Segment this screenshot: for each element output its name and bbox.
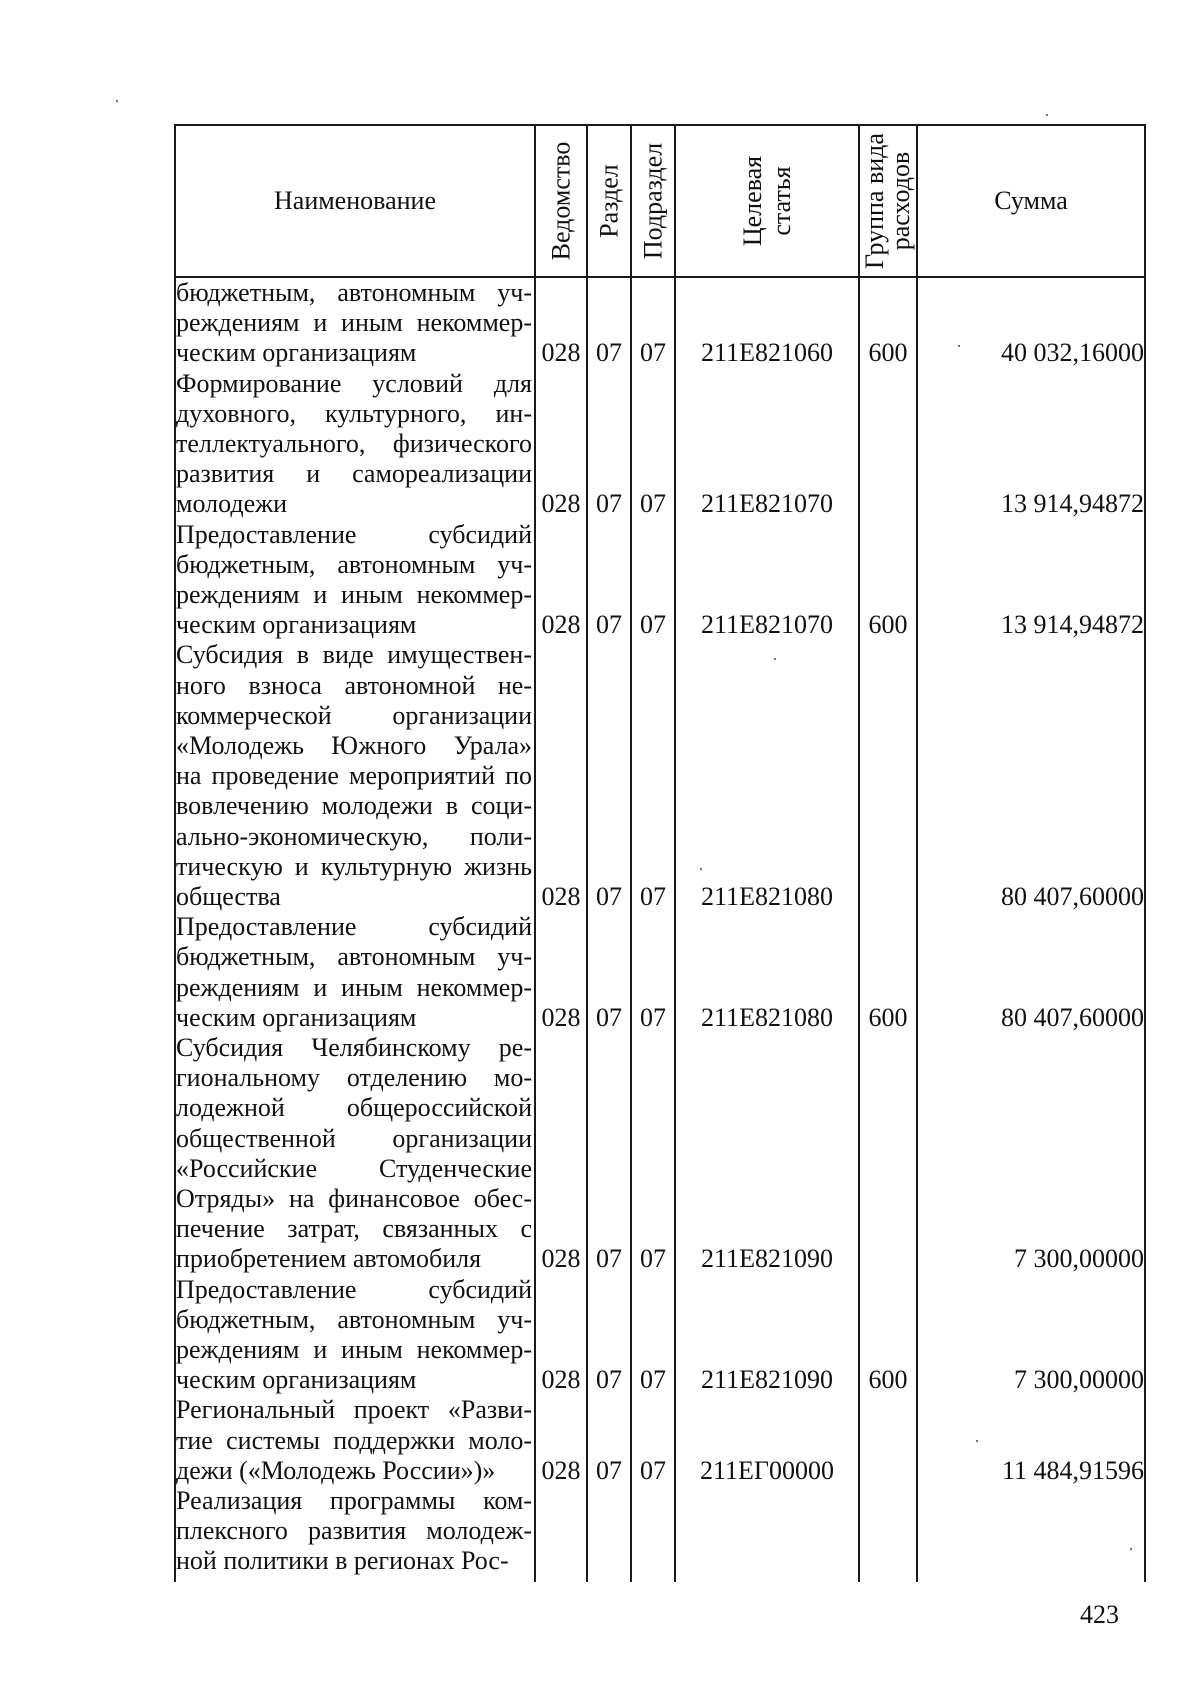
cell-vedomstvo: 028 xyxy=(541,1244,581,1274)
cell-razdel: 07 xyxy=(596,1002,622,1032)
cell-podrazdel: 07 xyxy=(640,1455,666,1485)
header-name-label: Наименование xyxy=(274,186,436,215)
cell-vedomstvo: 028 xyxy=(541,882,581,911)
row-name-line: Формирование условий для xyxy=(176,368,532,398)
row-name-line: тическую и культурную жизнь xyxy=(176,851,532,881)
cell-vedomstvo: 028 xyxy=(541,610,581,640)
cell-podrazdel: 07 xyxy=(640,489,666,519)
scan-speck xyxy=(700,868,702,870)
row-name-line: бюджетным, автономным уч- xyxy=(176,278,532,307)
header-summa-label: Сумма xyxy=(994,186,1068,215)
cell-gruppa: 600 xyxy=(868,338,908,368)
cell-summa: 80 407,60000 xyxy=(1001,882,1144,911)
scan-speck xyxy=(774,658,776,660)
cell-razdel: 07 xyxy=(596,338,622,368)
cell-vedomstvo: 028 xyxy=(541,489,581,519)
row-name-line: «Российские Студенческие xyxy=(176,1153,532,1183)
row-name-line: Предоставление субсидий xyxy=(176,1274,532,1304)
cell-summa: 7 300,00000 xyxy=(1014,1244,1144,1274)
cell-razdel: 07 xyxy=(596,1455,622,1485)
cell-celevaya: 211E821090 xyxy=(701,1244,833,1274)
cell-razdel: 07 xyxy=(596,882,622,911)
row-name xyxy=(176,1275,532,1396)
row-name-line: развития и самореализации xyxy=(176,459,532,489)
header-name xyxy=(176,126,534,276)
row-name-line: Субсидия Челябинскому ре- xyxy=(176,1033,532,1062)
row-name-line: бюджетным, автономным уч- xyxy=(176,942,532,972)
cell-celevaya: 211E821070 xyxy=(701,489,833,519)
row-name-line: ческим организациям xyxy=(176,1365,417,1395)
table-right-border xyxy=(1144,124,1146,1582)
header-gruppa xyxy=(860,126,916,276)
cell-summa: 13 914,94872 xyxy=(1001,489,1144,519)
cell-vedomstvo: 028 xyxy=(541,338,581,368)
header-celevaya-line2: статья xyxy=(767,166,796,236)
row-name xyxy=(176,640,532,912)
cell-celevaya: 211E821070 xyxy=(701,610,833,640)
cell-vedomstvo: 028 xyxy=(541,1455,581,1485)
scan-speck xyxy=(976,1440,978,1442)
row-name xyxy=(176,1395,532,1486)
row-name xyxy=(176,1033,532,1275)
row-name-line: вовлечению молодежи в соци- xyxy=(176,791,532,821)
row-name-line: реждениям и иным некоммер- xyxy=(176,1335,532,1364)
row-name-line: Субсидия в виде имуществен- xyxy=(176,640,532,670)
cell-podrazdel: 07 xyxy=(640,1244,666,1274)
header-vedomstvo xyxy=(536,126,586,276)
row-name-line: «Молодежь Южного Урала» xyxy=(176,731,532,760)
row-name xyxy=(176,369,532,520)
row-name-line: духовного, культурного, ин- xyxy=(176,398,532,428)
header-summa xyxy=(918,126,1144,276)
row-name-line: приобретением автомобиля xyxy=(176,1244,482,1274)
cell-celevaya: 211E821060 xyxy=(701,338,833,368)
row-name-line: Региональный проект «Разви- xyxy=(176,1395,532,1425)
row-name-line: печение затрат, связанных с xyxy=(176,1214,532,1244)
header-razdel xyxy=(588,126,630,276)
row-name-line: ческим организациям xyxy=(176,338,417,368)
row-name-line: ческим организациям xyxy=(176,1002,417,1032)
header-celevaya-line1: Целевая xyxy=(738,155,767,247)
header-gruppa-line1: Группа вида xyxy=(860,133,889,269)
cell-podrazdel: 07 xyxy=(640,882,666,911)
cell-summa: 7 300,00000 xyxy=(1014,1365,1144,1395)
cell-celevaya: 211EГ00000 xyxy=(700,1455,834,1485)
row-name-line: на проведение мероприятий по xyxy=(176,761,532,791)
header-celevaya xyxy=(676,126,858,276)
cell-razdel: 07 xyxy=(596,489,622,519)
row-name-line: ально-экономическую, поли- xyxy=(176,821,532,851)
header-celevaya-label xyxy=(738,156,796,246)
row-name-line: Предоставление субсидий xyxy=(176,912,532,942)
cell-gruppa: 600 xyxy=(868,1002,908,1032)
row-name-line: дежи («Молодежь России»)» xyxy=(176,1455,496,1485)
page-number: 423 xyxy=(1080,1600,1119,1629)
row-name-line: гиональному отделению мо- xyxy=(176,1063,532,1093)
cell-celevaya: 211E821080 xyxy=(701,1002,833,1032)
row-name-line: лодежной общероссийской xyxy=(176,1093,532,1123)
row-name-line: реждениям и иным некоммер- xyxy=(176,308,532,338)
cell-podrazdel: 07 xyxy=(640,338,666,368)
cell-celevaya: 211E821090 xyxy=(701,1365,833,1395)
row-name-line: бюджетным, автономным уч- xyxy=(176,549,532,579)
row-name-line: ного взноса автономной не- xyxy=(176,670,532,700)
row-name-line: бюджетным, автономным уч- xyxy=(176,1304,532,1334)
row-name xyxy=(176,912,532,1033)
cell-podrazdel: 07 xyxy=(640,1365,666,1395)
row-name-line: коммерческой организации xyxy=(176,700,532,730)
row-name-line: теллектуального, физического xyxy=(176,429,532,458)
header-podrazdel xyxy=(632,126,674,276)
row-name-line: молодежи xyxy=(176,489,287,519)
cell-summa: 40 032,16000 xyxy=(1001,338,1144,368)
cell-summa: 11 484,91596 xyxy=(1001,1455,1144,1485)
cell-razdel: 07 xyxy=(596,610,622,640)
scan-speck xyxy=(1130,1548,1132,1550)
scan-speck xyxy=(116,100,118,102)
row-name-line: реждениям и иным некоммер- xyxy=(176,580,532,609)
row-name-line: Предоставление субсидий xyxy=(176,519,532,549)
header-gruppa-line2: расходов xyxy=(886,151,915,251)
row-name-line: ческим организациям xyxy=(176,610,417,640)
row-name-line: общественной организации xyxy=(176,1123,532,1153)
cell-vedomstvo: 028 xyxy=(541,1365,581,1395)
cell-podrazdel: 07 xyxy=(640,1002,666,1032)
scan-speck xyxy=(958,345,960,347)
header-gruppa-label xyxy=(862,133,914,269)
row-name-line: Реализация программы ком- xyxy=(176,1486,532,1515)
cell-summa: 80 407,60000 xyxy=(1001,1002,1144,1032)
row-name xyxy=(176,520,532,641)
cell-razdel: 07 xyxy=(596,1365,622,1395)
cell-gruppa: 600 xyxy=(868,610,908,640)
cell-gruppa: 600 xyxy=(868,1365,908,1395)
row-name-line: плексного развития молодеж- xyxy=(176,1516,532,1546)
cell-razdel: 07 xyxy=(596,1244,622,1274)
row-name-line: реждениям и иным некоммер- xyxy=(176,972,532,1002)
row-name-line: ной политики в регионах Рос- xyxy=(176,1546,509,1576)
header-razdel-label: Раздел xyxy=(594,164,624,238)
cell-summa: 13 914,94872 xyxy=(1001,610,1144,640)
cell-vedomstvo: 028 xyxy=(541,1002,581,1032)
cell-podrazdel: 07 xyxy=(640,610,666,640)
row-name xyxy=(176,278,532,369)
header-podrazdel-label: Подраздел xyxy=(638,142,668,260)
cell-celevaya: 211E821080 xyxy=(701,882,833,911)
row-name-line: тие системы поддержки моло- xyxy=(176,1425,532,1455)
scan-speck xyxy=(1046,114,1048,116)
row-name-line: Отряды» на финансовое обес- xyxy=(176,1184,532,1214)
header-vedomstvo-label: Ведомство xyxy=(546,141,576,261)
row-name-line: общества xyxy=(176,882,281,912)
row-name xyxy=(176,1486,532,1577)
